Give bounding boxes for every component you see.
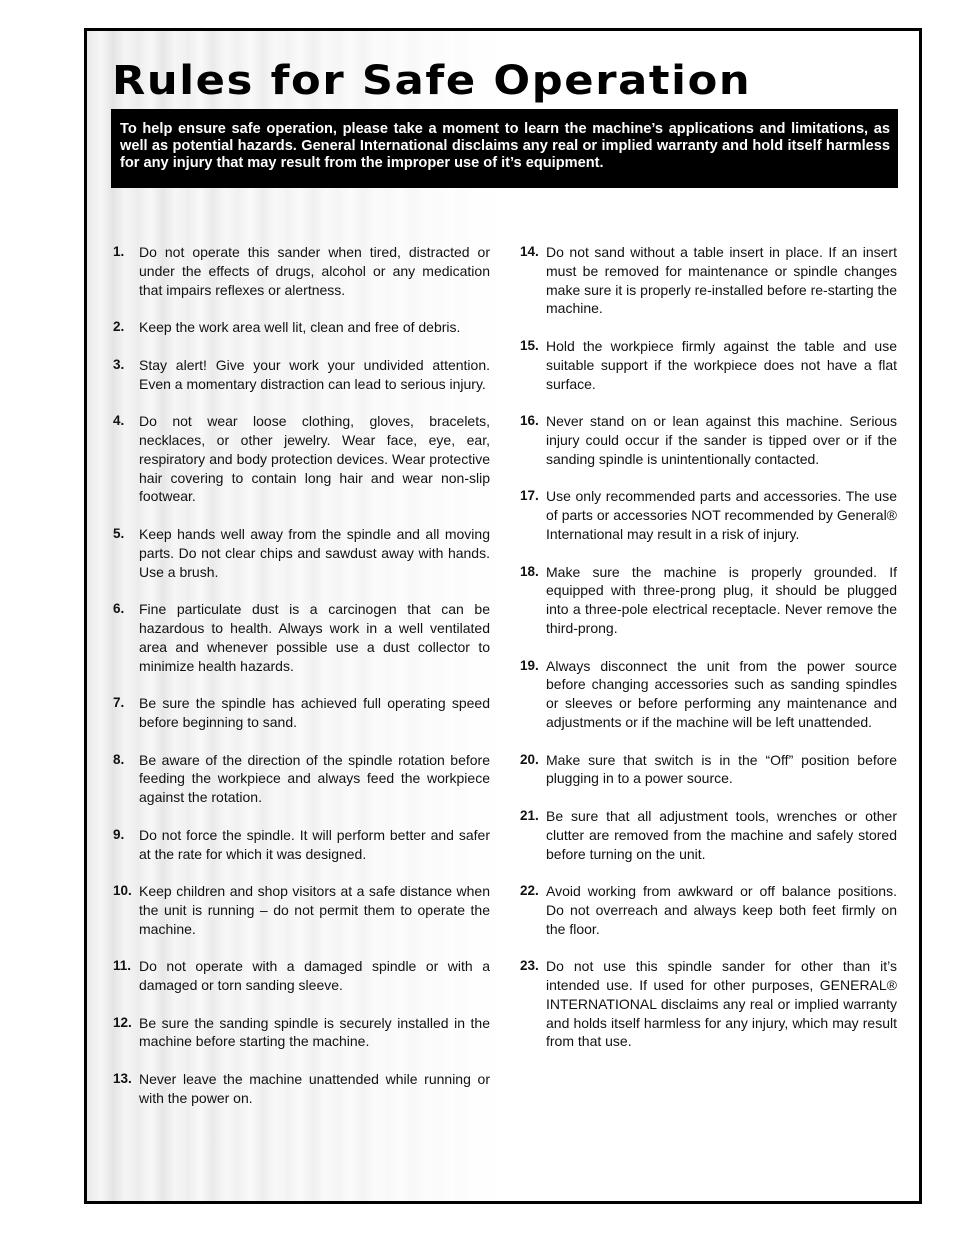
rule-number: 10.	[113, 883, 132, 899]
rule-text: Do not operate this sander when tired, distracted or under the effects of drugs, alcohol or any medication that impairs reflexes or alertness.	[139, 244, 490, 298]
rule-item	[520, 657, 897, 732]
rule-text: Use only recommended parts and accessories. The use of parts or accessories NOT recommended by General® International may result in a risk of injury.	[546, 488, 897, 542]
rule-text: Avoid working from awkward or off balance positions. Do not overreach and always keep both feet firmly on the floor.	[546, 883, 897, 937]
rule-item	[520, 337, 897, 393]
rule-number: 16.	[520, 413, 539, 429]
rule-item	[113, 318, 490, 337]
page-title: Rules for Safe Operation	[112, 58, 752, 104]
rules-column-right	[520, 243, 897, 1070]
rule-number: 5.	[113, 525, 125, 541]
rule-item	[520, 243, 897, 318]
rule-text: Hold the workpiece firmly against the table and use suitable support if the workpiece does not have a flat surface.	[546, 337, 897, 392]
rule-text: Do not wear loose clothing, gloves, bracelets, necklaces, or other jewelry. Wear face, eye, ear, respiratory and body protection devices. Wear protective hair covering to contain long hair and wear non-slip footwear.	[139, 413, 490, 505]
rule-number: 7.	[113, 695, 125, 711]
rule-number: 13.	[113, 1071, 132, 1087]
rule-item	[520, 563, 897, 638]
rule-text: Be aware of the direction of the spindle rotation before feeding the workpiece and always feed the workpiece against the rotation.	[139, 751, 490, 806]
rule-number: 22.	[520, 883, 539, 899]
rule-item	[113, 525, 490, 581]
rule-number: 19.	[520, 657, 539, 673]
intro-banner: To help ensure safe operation, please take a moment to learn the machine’s applications and limitations, as well as potential hazards. General International disclaims any real or implied warranty and hold itself harmless for any injury that may result from the improper use of it’s equipment.	[111, 109, 898, 188]
rule-item	[113, 356, 490, 394]
rule-item	[113, 1070, 490, 1108]
rule-text: Do not sand without a table insert in place. If an insert must be removed for maintenance or spindle changes make sure it is properly re-installed before re-starting the machine.	[546, 244, 897, 317]
rule-text: Make sure the machine is properly grounded. If equipped with three-prong plug, it should be plugged into a three-pole electrical receptacle. Never remove the third-prong.	[546, 563, 897, 636]
rule-item	[520, 487, 897, 543]
rule-text: Never leave the machine unattended while running or with the power on.	[139, 1071, 490, 1106]
rule-text: Be sure that all adjustment tools, wrenches or other clutter are removed from the machine and safely stored before turning on the unit.	[546, 807, 897, 862]
rule-item	[113, 243, 490, 299]
rule-number: 23.	[520, 958, 539, 974]
rule-number: 17.	[520, 488, 539, 504]
rule-number: 20.	[520, 751, 539, 767]
rule-text: Do not force the spindle. It will perform better and safer at the rate for which it was designed.	[139, 826, 490, 862]
rule-item	[520, 882, 897, 938]
rules-column-left	[113, 243, 490, 1126]
rule-item	[113, 882, 490, 938]
rule-number: 6.	[113, 601, 125, 617]
rule-number: 12.	[113, 1014, 132, 1030]
rule-text: Be sure the spindle has achieved full operating speed before beginning to sand.	[139, 695, 490, 730]
rule-number: 3.	[113, 356, 125, 372]
rule-item	[113, 412, 490, 506]
rule-item	[520, 807, 897, 863]
rule-text: Make sure that switch is in the “Off” position before plugging in to a power source.	[546, 751, 897, 787]
rule-text: Be sure the sanding spindle is securely installed in the machine before starting the machine.	[139, 1014, 490, 1050]
rule-number: 18.	[520, 563, 539, 579]
rule-number: 14.	[520, 244, 539, 259]
rule-number: 8.	[113, 751, 125, 767]
rule-number: 4.	[113, 413, 125, 429]
rule-text: Do not operate with a damaged spindle or with a damaged or torn sanding sleeve.	[139, 958, 490, 994]
rule-text: Stay alert! Give your work your undivided attention. Even a momentary distraction can lead to serious injury.	[139, 356, 490, 392]
rule-item	[113, 694, 490, 732]
rule-item	[113, 600, 490, 675]
rule-text: Keep children and shop visitors at a safe distance when the unit is running – do not permit them to operate the machine.	[139, 883, 490, 937]
rule-item	[520, 412, 897, 468]
rule-item	[113, 957, 490, 995]
rule-item	[520, 751, 897, 789]
rule-item	[113, 826, 490, 864]
rule-item	[113, 1014, 490, 1052]
rule-number: 15.	[520, 337, 539, 353]
rule-number: 9.	[113, 826, 125, 842]
rule-number: 11.	[113, 958, 132, 974]
rule-text: Keep the work area well lit, clean and free of debris.	[139, 319, 461, 336]
rule-text: Never stand on or lean against this machine. Serious injury could occur if the sander is tipped over or if the sanding spindle is unintentionally contacted.	[546, 413, 897, 467]
rule-number: 2.	[113, 319, 125, 335]
rule-text: Always disconnect the unit from the power source before changing accessories such as sanding spindles or sleeves or before performing any maintenance and adjustments or if the machine will be left unattended.	[546, 657, 897, 730]
rule-number: 21.	[520, 807, 539, 823]
rule-text: Keep hands well away from the spindle and all moving parts. Do not clear chips and sawdust away with hands. Use a brush.	[139, 525, 490, 580]
rule-text: Do not use this spindle sander for other than it’s intended use. If used for other purposes, GENERAL® INTERNATIONAL disclaims any real or implied warranty and holds itself harmless for any injury, which may result from that use.	[546, 958, 897, 1050]
rule-number: 1.	[113, 244, 125, 259]
rule-text: Fine particulate dust is a carcinogen that can be hazardous to health. Always work in a well ventilated area and whenever possible use a dust collector to minimize health hazards.	[139, 601, 490, 674]
rule-item	[113, 751, 490, 807]
rule-item	[520, 957, 897, 1051]
